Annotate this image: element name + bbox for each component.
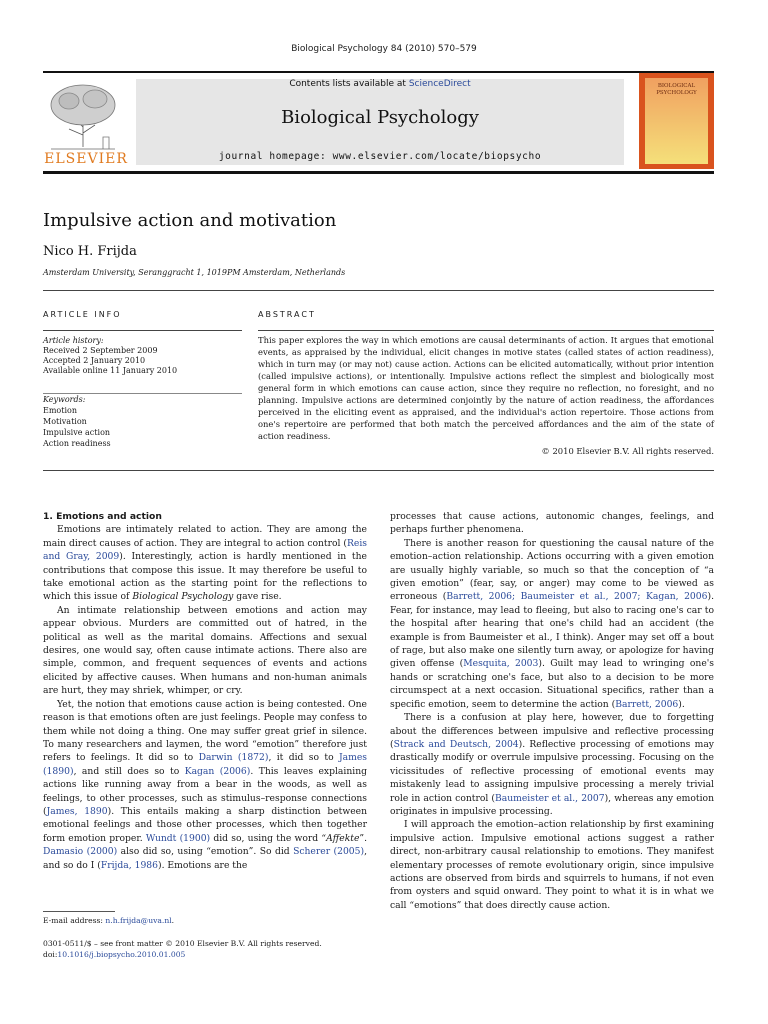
history-label: Article history: (43, 336, 104, 345)
citation-link[interactable]: James, 1890 (46, 805, 108, 817)
section-heading: 1. Emotions and action (43, 511, 162, 522)
author-email-footnote: E-mail address: n.h.frijda@uva.nl. (43, 916, 175, 925)
paragraph: Yet, the notion that emotions cause action is being contested. One reason is that emotions often are just feelings. People may confess to them while not doing a thing. One may suffer great grief in silence. To many researchers and laymen, the word “emotion” therefore just refers to feelings. It did so to Darwin (1872), it did so to James (1890), and still does so to Kagan (2006). This leaves explaining actions like running away from a bear in the woods, as well as feelings, to other processes, such as stimulus–response connections (James, 1890). This entails making a sharp distinction between emotional feelings and those other processes, which then together form emotion proper. Wundt (1900) did so, using the word “Affekte”. Damasio (2000) also did so, using “emotion”. So did Scherer (2005), and so do I (Frijda, 1986). Emotions are the (43, 698, 368, 871)
journal-homepage[interactable]: journal homepage: www.elsevier.com/locate/biopsycho (218, 151, 542, 162)
keyword-item: Motivation (43, 417, 87, 426)
footnote-rule (43, 911, 115, 912)
citation-link[interactable]: James (1890) (43, 752, 367, 777)
citation-link[interactable]: Kagan (2006) (184, 765, 251, 777)
journal-citation: Biological Psychology 84 (2010) 570–579 (291, 44, 477, 54)
citation-link[interactable]: Mesquita, 2003 (463, 658, 539, 670)
abstract-copyright: © 2010 Elsevier B.V. All rights reserved. (541, 446, 714, 456)
front-matter-info (43, 938, 322, 960)
cover-title: BIOLOGICAL PSYCHOLOGY (656, 83, 697, 96)
keyword-item: Emotion (43, 406, 77, 415)
masthead-bottom-rule (43, 171, 714, 174)
article-info-heading: ARTICLE INFO (43, 310, 122, 319)
contents-line: Contents lists available at ScienceDirect (289, 79, 471, 89)
journal-masthead (43, 73, 714, 173)
email-link[interactable]: n.h.frijda@uva.nl (105, 916, 172, 925)
paragraph: There is a confusion at play here, however, due to forgetting about the differences between impulsive and reflective processing (Strack and Deutsch, 2004). Reflective processing of emotions may drastically modify or overrule impulsive processing. Focusing on the vicissitudes of reflective processing of emotional events may mistakenly lead to assigning impulsive processing a merely trivial role in action control (Baumeister et al., 2007), whereas any emotion originates in impulsive processing. (390, 712, 714, 817)
paragraph: There is another reason for questioning the causal nature of the emotion–action relationship. Actions occurring with a given emotion are usually highly variable, so much so that the conception of “a given emotion” (fear, say, or anger) may come to be viewed as erroneous (Barrett, 2006; Baumeister et al., 2007; Kagan, 2006). Fear, for instance, may lead to fleeing, but also to racing one's car to the hospital after hearing that one's child had an accident (the example is from Baumeister et al., I think). Anger may set off a bout of rage, but also make one silently turn away, or apologize for having given offense (Mesquita, 2003). Guilt may lead to wringing one's hands or scratching one's face, but also to a decision to be more circumspect at a next occasion. Situational specifics, rather than a specific emotion, seem to determine the action (Barrett, 2006). (390, 537, 714, 710)
author-name: Nico H. Frijda (43, 244, 137, 259)
citation-link[interactable]: Damasio (2000) (43, 846, 118, 858)
paragraph: Emotions are intimately related to action. They are among the main direct causes of action. They are integral to action control (Reis and Gray, 2009). Interestingly, action is hardly mentioned in the contributions that compose this issue. It may therefore be useful to take emotional action as the starting point for the reflections to which this issue of Biological Psychology gave rise. (43, 524, 367, 603)
sciencedirect-link[interactable]: ScienceDirect (408, 79, 471, 89)
body-column-left (43, 510, 367, 872)
abstract-text: This paper explores the way in which emotions are causal determinants of action. It argues that emotional events, as appraised by the individual, elicit changes in motive states (called states of action readiness), which in turn may (or may not) cause action. Actions can be elicited automatically, without prior intention (called impulsive actions), or intentionally. Impulsive actions reflect the simplest and biologically most general form in which emotions can cause action, since they require no reflection, no foresight, and no planning. Impulsive actions are determined conjointly by the nature of action readiness, the affordances perceived in the eliciting event as appraised, and the individual's action repertoire. Those actions from one's repertoire are performed that both match the perceived affordances and the aim of the state of action readiness. (258, 335, 714, 441)
keywords-label: Keywords: (43, 395, 86, 404)
author-affiliation: Amsterdam University, Seranggracht 1, 1019PM Amsterdam, Netherlands (43, 268, 346, 277)
title-rule (43, 290, 714, 291)
abstract-bottom-rule (43, 470, 714, 471)
journal-cover (639, 73, 714, 169)
elsevier-logo (43, 77, 129, 169)
citation-link[interactable]: Strack and Deutsch, 2004 (393, 738, 519, 750)
doi-link[interactable]: 10.1016/j.biopsycho.2010.01.005 (57, 950, 186, 959)
paragraph: I will approach the emotion–action relationship by first examining impulsive action. Impulsive emotional actions suggest a rather direct, non-arbitrary causal relationship to emotions. They manifest elementary processes of remote evolutionary origin, since impulsive actions are observed from birds and squirrels to humans, if not even from oysters and squid onward. They point to what it is in what we call “emotions” that does directly cause action. (390, 819, 714, 911)
citation-link[interactable]: Barrett, 2006; Baumeister et al., 2007; Kagan, 2006 (446, 591, 708, 603)
keywords (43, 394, 242, 449)
paragraph: processes that cause actions, autonomic changes, feelings, and perhaps further phenomena. (390, 511, 714, 536)
journal-band (136, 79, 624, 165)
journal-title: Biological Psychology (281, 107, 479, 128)
citation-link[interactable]: Frijda, 1986 (100, 859, 158, 871)
citation-link[interactable]: Wundt (1900) (145, 832, 211, 844)
article-history (43, 336, 242, 376)
citation-link[interactable]: Scherer (2005) (293, 846, 365, 858)
abstract-heading: ABSTRACT (258, 310, 316, 319)
citation-link[interactable]: Baumeister et al., 2007 (495, 792, 605, 804)
citation-link[interactable]: Reis and Gray, 2009 (43, 537, 367, 563)
citation-link[interactable]: Barrett, 2006 (615, 698, 679, 710)
abstract-rule (258, 330, 714, 331)
keyword-item: Action readiness (43, 439, 111, 448)
received-date: Received 2 September 2009 (43, 346, 158, 355)
doi-line: doi:10.1016/j.biopsycho.2010.01.005 (43, 950, 186, 959)
online-date: Available online 11 January 2010 (43, 366, 178, 375)
accepted-date: Accepted 2 January 2010 (43, 356, 146, 365)
body-column-right (390, 510, 714, 912)
article-title: Impulsive action and motivation (43, 210, 337, 231)
info-rule (43, 330, 242, 331)
issn-line: 0301-0511/$ – see front matter © 2010 Elsevier B.V. All rights reserved. (43, 939, 322, 948)
keyword-item: Impulsive action (43, 428, 111, 437)
citation-link[interactable]: Darwin (1872) (198, 752, 269, 764)
paragraph: An intimate relationship between emotions and action may appear obvious. Murders are committed out of hatred, in the political as well as the marital domains. Affections and sexual desires, one would say, often cause intimate actions. There also are simple, common, and frequent sequences of events and actions elicited by affective causes. When humans and non-human animals are hurt, they may shriek, whimper, or cry. (43, 604, 367, 697)
elsevier-wordmark: ELSEVIER (44, 151, 128, 167)
